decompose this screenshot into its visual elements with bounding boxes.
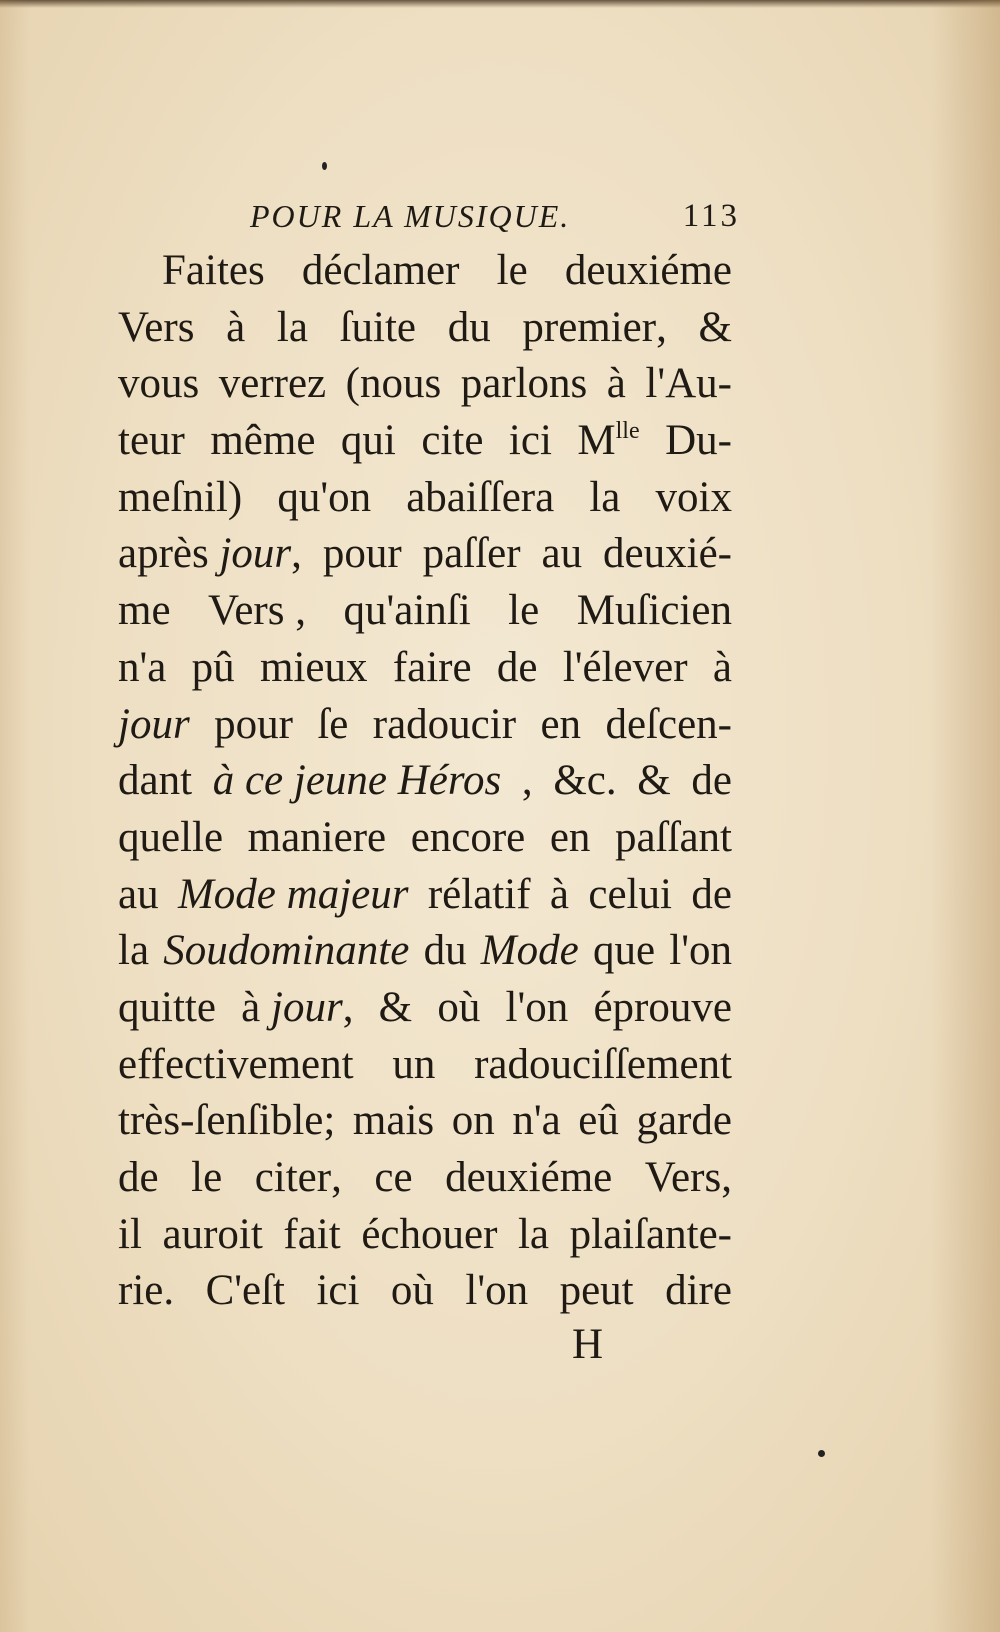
word: ce [374, 1154, 413, 1201]
word: abaiſſera [406, 473, 555, 521]
word: dire [665, 1267, 732, 1315]
word: éprouve [593, 983, 732, 1031]
text-line [118, 923, 732, 980]
word: parlons [460, 360, 588, 408]
word: encore [410, 813, 526, 861]
word: la [589, 473, 621, 521]
word: à [606, 360, 626, 408]
punctuation: , [656, 303, 667, 351]
word: me [118, 587, 171, 635]
page-top-shadow [0, 0, 1000, 8]
word: le [191, 1154, 223, 1201]
text-line [118, 1093, 732, 1150]
word: Vers [118, 303, 195, 351]
word: &c. [553, 757, 617, 805]
text-line [118, 753, 732, 810]
running-header [240, 196, 740, 240]
word: où [437, 983, 481, 1031]
word: Vers [208, 587, 285, 635]
word: ici [316, 1267, 360, 1315]
word: où [390, 1267, 434, 1315]
word: radoucir [372, 700, 517, 748]
word: premier [522, 303, 657, 351]
word: la [517, 1210, 550, 1258]
italic-word: jour [271, 983, 343, 1031]
word: après [118, 530, 209, 578]
word: ici [508, 417, 552, 465]
word: l'on [669, 927, 732, 975]
text-line [118, 640, 732, 697]
word: l'on [505, 983, 569, 1031]
text-line [118, 697, 732, 754]
text-line [118, 867, 732, 924]
word: la [118, 927, 150, 975]
word: celui [588, 870, 672, 918]
word: M [577, 417, 616, 465]
word: au [118, 870, 159, 918]
word: mieux [260, 643, 368, 691]
word: effectivement [118, 1040, 354, 1088]
page-number: 113 [682, 198, 740, 234]
word: qu'on [277, 473, 372, 521]
word: n'a [118, 643, 167, 691]
word: en [540, 700, 582, 748]
word: cite [421, 417, 484, 465]
word: pour [214, 700, 293, 748]
word: du [423, 927, 467, 975]
word: vous [118, 360, 200, 408]
word: l'on [465, 1267, 529, 1315]
word: deſcen- [605, 700, 732, 748]
word: de [691, 870, 732, 918]
punctuation: , [331, 1154, 342, 1201]
word: en [549, 813, 591, 861]
word: à [226, 303, 246, 351]
word: faire [392, 643, 472, 691]
italic-word: jour [219, 530, 292, 578]
word: le [496, 247, 528, 294]
word: le [508, 587, 540, 635]
word: que [592, 927, 656, 975]
word: voix [655, 473, 732, 521]
punctuation: , [521, 757, 533, 805]
word: plaiſante- [569, 1210, 732, 1258]
word: Vers [644, 1154, 722, 1201]
page-right-shadow [930, 0, 1000, 1632]
word: la [276, 303, 308, 351]
text-line [118, 300, 732, 357]
word: quitte [118, 983, 216, 1031]
word: verrez [218, 360, 327, 408]
word: mais [352, 1097, 435, 1145]
punctuation: ; [323, 1097, 336, 1145]
word: il [118, 1210, 142, 1258]
word: paſſer [422, 530, 521, 578]
punctuation: , [291, 530, 302, 578]
punctuation: , [342, 983, 354, 1031]
text-line [118, 1037, 732, 1094]
text-line [118, 526, 732, 583]
italic-word: jour [118, 700, 190, 748]
word: deuxiéme [445, 1154, 613, 1201]
word: rie. [118, 1267, 175, 1315]
word: de [496, 643, 538, 691]
word: meſnil) [118, 473, 243, 521]
word: pour [322, 530, 402, 578]
word: qu'ainſi [343, 587, 471, 635]
word: de [118, 1154, 159, 1201]
punctuation: , [295, 587, 306, 635]
word: & [637, 757, 671, 805]
word: à [549, 870, 569, 918]
text-line [118, 356, 732, 413]
ink-speck [322, 162, 327, 170]
word: teur [118, 417, 185, 465]
ink-speck [818, 1450, 825, 1457]
word: radouciſſement [474, 1040, 732, 1088]
word: on [451, 1097, 495, 1145]
punctuation: , [721, 1154, 732, 1201]
text-line [118, 243, 732, 300]
word: paſſant [614, 813, 732, 861]
word: pû [191, 643, 235, 691]
body-text [118, 243, 732, 1320]
italic-word: Soudominante [163, 927, 410, 975]
italic-phrase: Mode majeur [177, 870, 409, 918]
page-left-shadow [0, 0, 30, 1632]
word: Muſicien [576, 587, 732, 635]
word: à [712, 643, 732, 691]
text-line [118, 1150, 732, 1207]
word: même [210, 417, 316, 465]
word: l'élever [562, 643, 688, 691]
text-line [118, 583, 732, 640]
word: échouer [361, 1210, 498, 1258]
word: n'a [512, 1097, 561, 1145]
word: auroit [162, 1210, 263, 1258]
word: (nous [345, 360, 442, 408]
word: & [698, 303, 732, 351]
word: ſe [317, 700, 349, 748]
text-line: teur même qui cite ici Mlle Du- [118, 413, 732, 470]
word: quelle [118, 813, 224, 861]
word: à [241, 983, 261, 1031]
italic-phrase: à ce jeune Héros [212, 757, 502, 805]
text-line [118, 980, 732, 1037]
text-line [118, 470, 732, 527]
word: très-ſenſible [118, 1097, 324, 1145]
text-line [118, 810, 732, 867]
text-line [118, 1263, 732, 1320]
word: C'eſt [205, 1267, 285, 1315]
word: de [691, 757, 732, 805]
signature-mark: H [572, 1321, 604, 1368]
word: & [378, 983, 413, 1031]
word: Du- [665, 417, 732, 465]
word: maniere [247, 813, 387, 861]
word: deuxié- [603, 530, 732, 578]
word: ſuite [339, 303, 417, 351]
running-title: POUR LA MUSIQUE. [250, 198, 571, 234]
word: fait [283, 1210, 341, 1258]
word: déclamer [301, 247, 460, 294]
word: qui [340, 417, 396, 465]
word: rélatif [427, 870, 531, 918]
word: eû [578, 1097, 619, 1145]
word: Faites [162, 247, 265, 294]
word: deuxiéme [564, 247, 732, 294]
italic-word: Mode [480, 927, 579, 975]
word: garde [636, 1097, 732, 1145]
word: citer [254, 1154, 332, 1201]
word: du [447, 303, 491, 351]
word: l'Au- [645, 360, 732, 408]
word: au [541, 530, 583, 578]
word: dant [118, 757, 193, 805]
word: un [392, 1040, 436, 1088]
text-line [118, 1207, 732, 1264]
word: peut [559, 1267, 634, 1315]
